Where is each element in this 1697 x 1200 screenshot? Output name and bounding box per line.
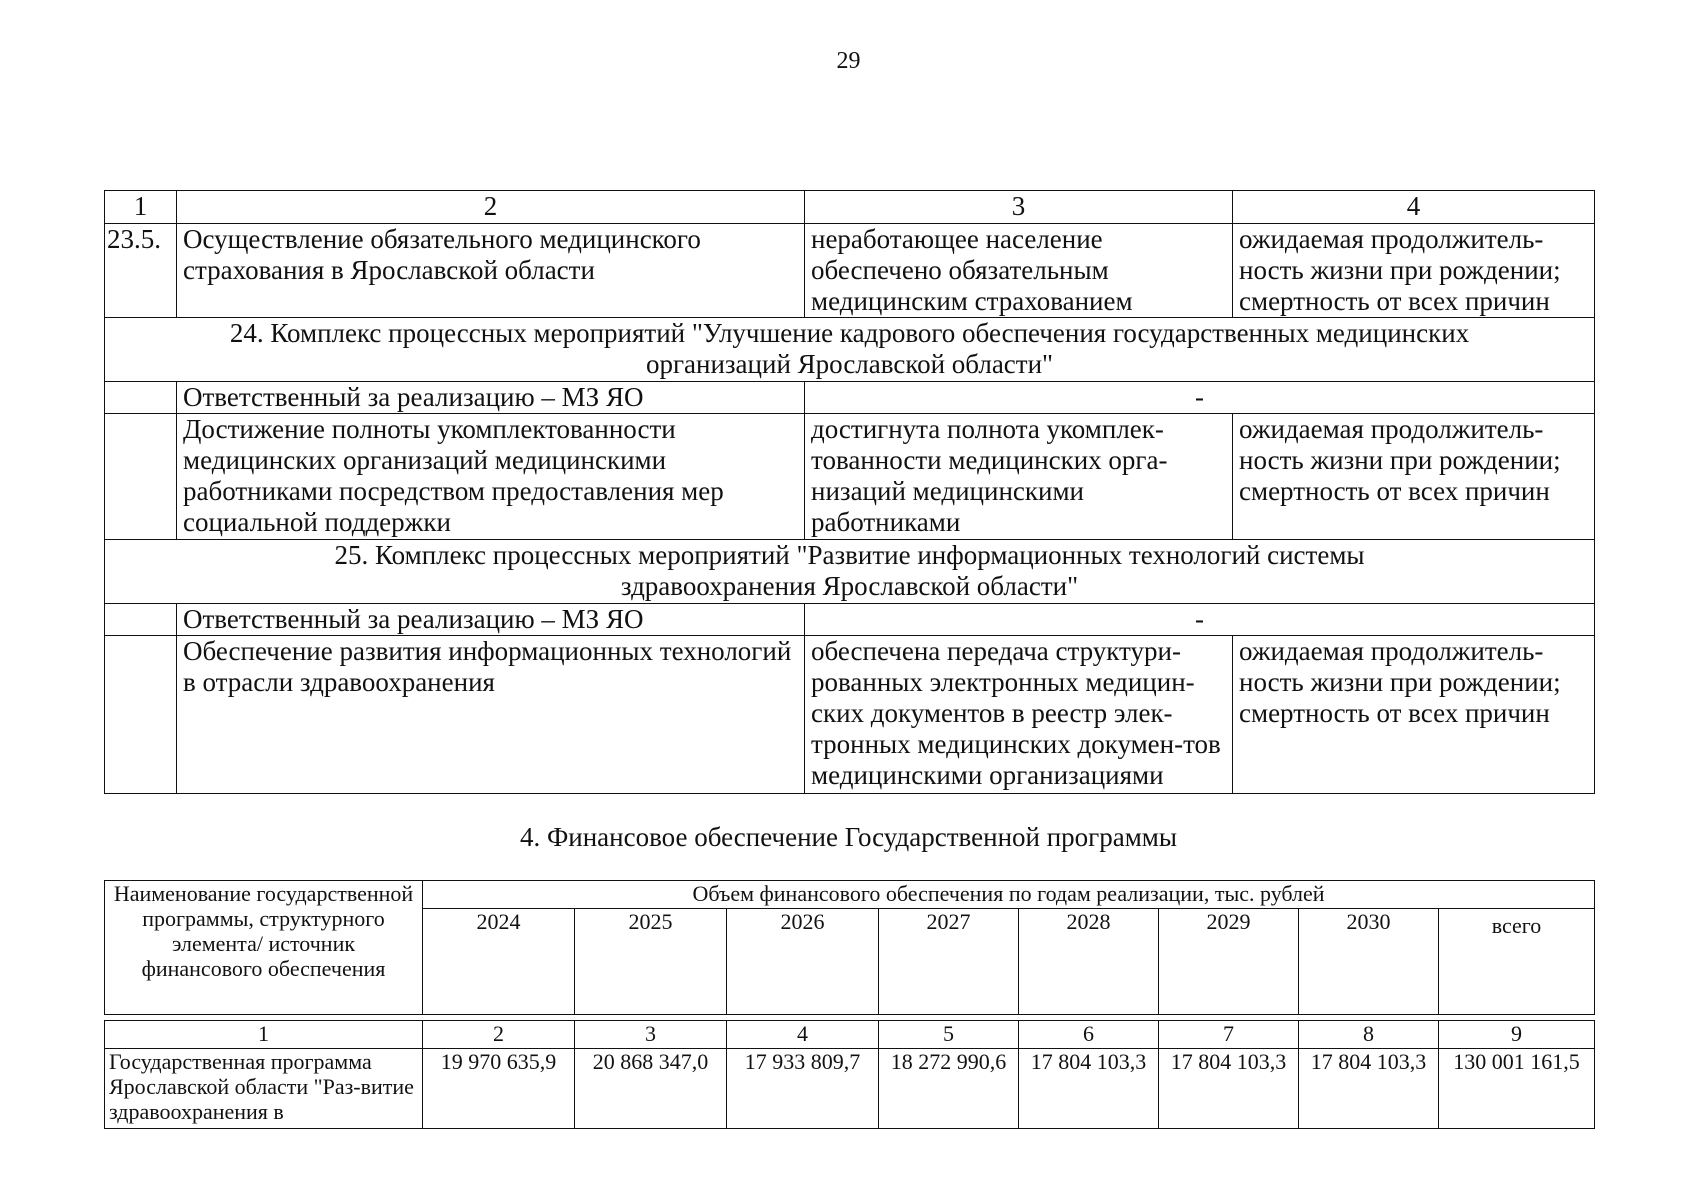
indicator-cell: ожидаемая продолжитель-ность жизни при рождении; смертность от всех причин — [1233, 224, 1595, 318]
empty-cell — [105, 604, 177, 636]
column-number: 3 — [575, 1021, 727, 1049]
section-title: 25. Комплекс процессных мероприятий "Развитие информационных технологий системы здравоохранения Ярославской области" — [105, 540, 1595, 604]
value-cell: 17 804 103,3 — [1019, 1049, 1159, 1129]
table-row-24-task — [105, 414, 1595, 540]
name-column-header: Наименование государственной программы, структурного элемента/ источник финансового обеспечения — [105, 881, 423, 1015]
section-title-row-25 — [105, 540, 1595, 604]
indicator-cell: ожидаемая продолжитель-ность жизни при рождении; смертность от всех причин — [1233, 414, 1595, 540]
value-cell: 18 272 990,6 — [879, 1049, 1019, 1129]
value-cell: 17 804 103,3 — [1299, 1049, 1439, 1129]
finance-data-table — [104, 1020, 1595, 1129]
indicator-cell: ожидаемая продолжитель-ность жизни при рождении; смертность от всех причин — [1233, 636, 1595, 794]
column-number: 5 — [879, 1021, 1019, 1049]
result-cell: неработающее население обеспечено обязательным медицинским страхованием — [805, 224, 1233, 318]
section-title-row-24 — [105, 318, 1595, 382]
column-number: 7 — [1159, 1021, 1299, 1049]
task-cell: Обеспечение развития информационных технологий в отрасли здравоохранения — [177, 636, 805, 794]
column-number: 2 — [423, 1021, 575, 1049]
result-cell: достигнута полнота укомплек-тованности медицинских орга-низаций медицинскими работниками — [805, 414, 1233, 540]
table-row-23-5 — [105, 224, 1595, 318]
value-cell: 20 868 347,0 — [575, 1049, 727, 1129]
column-number: 1 — [105, 1021, 423, 1049]
column-number: 3 — [805, 191, 1233, 224]
year-header: 2029 — [1159, 909, 1299, 1015]
column-number-row — [105, 1021, 1595, 1049]
column-number: 9 — [1439, 1021, 1595, 1049]
column-number: 6 — [1019, 1021, 1159, 1049]
responsible-cell: Ответственный за реализацию – МЗ ЯО — [177, 604, 805, 636]
task-cell: Достижение полноты укомплектованности медицинских организаций медицинскими работниками посредством предоставления мер социальной поддержки — [177, 414, 805, 540]
value-cell: 19 970 635,9 — [423, 1049, 575, 1129]
empty-cell — [105, 382, 177, 414]
page-number: 29 — [836, 48, 861, 74]
table-row-25-task — [105, 636, 1595, 794]
task-cell: Осуществление обязательного медицинского страхования в Ярославской области — [177, 224, 805, 318]
program-name-cell: Государственная программа Ярославской области "Раз-витие здравоохранения в — [105, 1049, 423, 1129]
empty-cell — [105, 636, 177, 794]
value-cell: 17 804 103,3 — [1159, 1049, 1299, 1129]
volume-header: Объем финансового обеспечения по годам реализации, тыс. рублей — [423, 881, 1595, 909]
finance-header-table — [104, 880, 1595, 1015]
year-header: 2025 — [575, 909, 727, 1015]
empty-cell — [105, 414, 177, 540]
total-value-cell: 130 001 161,5 — [1439, 1049, 1595, 1129]
section-title: 24. Комплекс процессных мероприятий "Улучшение кадрового обеспечения государственных медицинских организаций Ярославской области" — [105, 318, 1595, 382]
column-number: 4 — [727, 1021, 879, 1049]
year-header: 2027 — [879, 909, 1019, 1015]
measures-table — [104, 190, 1595, 794]
column-number: 8 — [1299, 1021, 1439, 1049]
total-header: всего — [1439, 909, 1595, 1015]
column-number-row — [105, 191, 1595, 224]
column-number: 4 — [1233, 191, 1595, 224]
responsible-dash: - — [805, 604, 1595, 636]
responsible-dash: - — [805, 382, 1595, 414]
section-heading: 4. Финансовое обеспечение Государственной программы — [519, 822, 1178, 852]
responsible-cell: Ответственный за реализацию – МЗ ЯО — [177, 382, 805, 414]
result-cell: обеспечена передача структури-рованных электронных медицин-ских документов в реестр элек-тронных медицинских докумен-тов медицинскими организациями — [805, 636, 1233, 794]
year-header: 2024 — [423, 909, 575, 1015]
year-header: 2026 — [727, 909, 879, 1015]
responsible-row-25 — [105, 604, 1595, 636]
year-header: 2030 — [1299, 909, 1439, 1015]
column-number: 2 — [177, 191, 805, 224]
responsible-row-24 — [105, 382, 1595, 414]
row-number: 23.5. — [105, 224, 177, 318]
value-cell: 17 933 809,7 — [727, 1049, 879, 1129]
table-row — [105, 1049, 1595, 1129]
column-number: 1 — [105, 191, 177, 224]
year-header: 2028 — [1019, 909, 1159, 1015]
finance-header-row — [105, 881, 1595, 909]
